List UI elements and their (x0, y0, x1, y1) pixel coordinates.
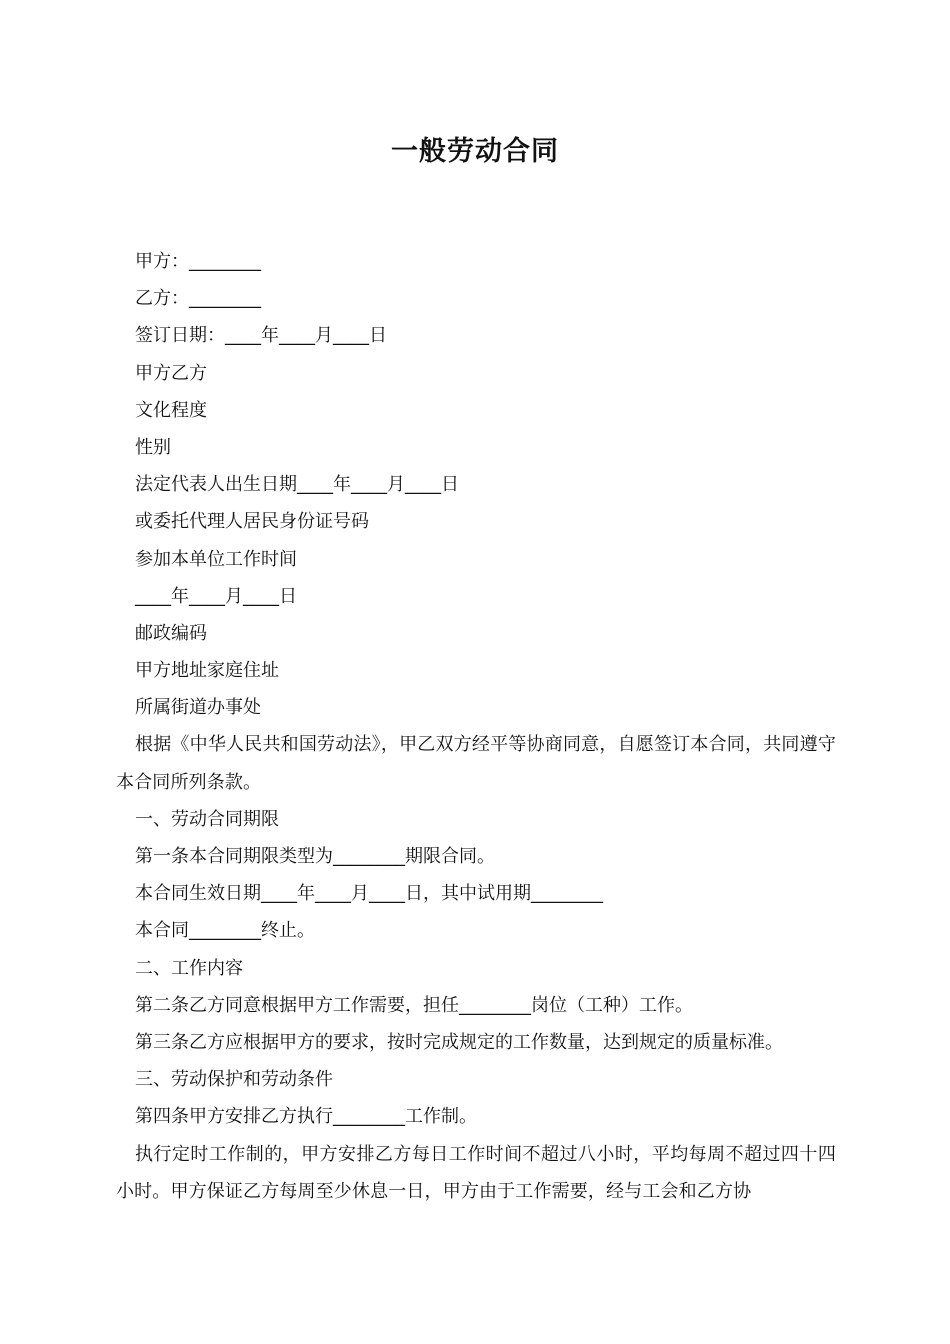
legal-rep-birthdate-line: 法定代表人出生日期____年____月____日 (135, 474, 459, 496)
signing-date-line: 签订日期：____年____月____日 (135, 325, 387, 347)
clause-3: 第三条乙方应根据甲方的要求，按时完成规定的工作数量，达到规定的质量标准。 (135, 1031, 783, 1053)
id-number-line: 或委托代理人居民身份证号码 (135, 511, 369, 533)
clause-2: 第二条乙方同意根据甲方工作需要，担任________岗位（工种）工作。 (135, 994, 693, 1016)
address-line: 甲方地址家庭住址 (135, 660, 279, 682)
party-b-line: 乙方：________ (135, 288, 261, 310)
clause-4: 第四条甲方安排乙方执行________工作制。 (135, 1106, 477, 1128)
party-labels-line: 甲方乙方 (135, 362, 207, 384)
work-start-date-line: ____年____月____日 (135, 585, 297, 607)
document-title: 一般劳动合同 (391, 136, 559, 167)
subdistrict-office-line: 所属街道办事处 (135, 697, 261, 719)
section-heading-term: 一、劳动合同期限 (135, 808, 279, 830)
section-heading-protection: 三、劳动保护和劳动条件 (135, 1069, 333, 1091)
education-line: 文化程度 (135, 399, 207, 421)
termination-line: 本合同________终止。 (135, 920, 315, 942)
document-body (116, 243, 836, 1210)
work-start-line: 参加本单位工作时间 (135, 548, 297, 570)
section-heading-work: 二、工作内容 (135, 957, 243, 979)
effective-date-line: 本合同生效日期____年____月____日，其中试用期________ (135, 883, 603, 905)
intro-paragraph: 根据《中华人民共和国劳动法》，甲乙双方经平等协商同意，自愿签订本合同，共同遵守本合同所列条款。 (116, 734, 836, 793)
gender-line: 性别 (135, 436, 171, 458)
postal-code-line: 邮政编码 (135, 622, 207, 644)
party-a-line: 甲方：________ (135, 251, 261, 272)
clause-1: 第一条本合同期限类型为________期限合同。 (135, 846, 495, 868)
working-hours-paragraph: 执行定时工作制的，甲方安排乙方每日工作时间不超过八小时，平均每周不超过四十四小时。甲方保证乙方每周至少休息一日，甲方由于工作需要，经与工会和乙方协 (116, 1143, 836, 1202)
